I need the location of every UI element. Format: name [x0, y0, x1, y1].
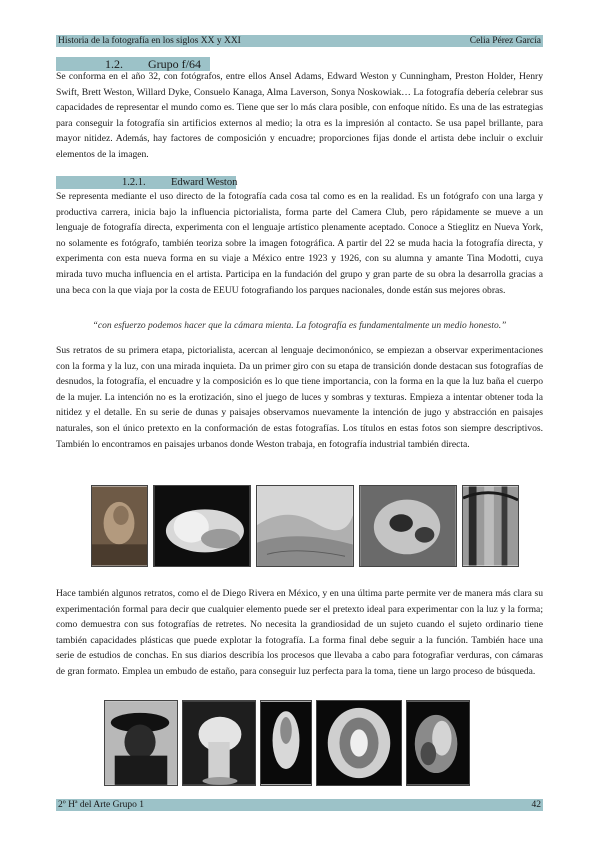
subsection-heading [56, 176, 236, 189]
intro-paragraph: Se conforma en el año 32, con fotógrafos, entre ellos Ansel Adams, Edward Weston y Cunningham, Preston Holder, Henry Swift, Brett Weston, Willard Dyke, Consuelo Kanaga, Alma Laverson, Sonya Noskowiak… La fotografía debería celebrar sus capacidades de representar el mundo como es. Tiene que ser lo más clara posible, con enfoque nítido. Es una de las estrategias para conseguir la fotografía sin artificios externos al medio; la otra es la impresión al contacto. Se usa papel brillante, para mayor nitidez. Además, hay factores de composición y encuadre; proporciones fijas donde el artista debe incluir o excluir elementos de la imagen. [56, 71, 543, 160]
diego-rivera-photo [104, 700, 178, 786]
page-header [56, 35, 543, 47]
dunes-photo [256, 485, 354, 567]
subsection-number: 1.2.1. [122, 177, 146, 188]
weston-paragraph-2: Sus retratos de su primera etapa, pictorialista, acercan al lenguaje decimonónico, se empiezan a observar experimentaciones con la forma y la luz, con una mirada inquieta. Da un primer giro con su etapa de transición donde destacan sus fotografías de desnudos, la fotografía, el encuadre y la composición es lo que tiene importancia, con la forma en la que la luz baña el cuerpo de la mujer. La intención no es la erotización, sino el juego de luces y sombras y texturas. Empieza a intentar obtener toda la nitidez y el detalle. En su serie de dunas y paisajes observamos nuevamente la intención de jugo y abstracción en paisajes naturales, son el único pretexto en la conformación de estas fotografías. Los títulos en estas fotos son siempre descriptivos. También lo encontramos en paisajes urbanos donde Weston trabaja, en fotografía industrial también directa. [56, 345, 543, 450]
section-number: 1.2. [105, 57, 123, 71]
header-author: Celia Pérez García [469, 36, 541, 46]
section-title: Grupo f/64 [148, 57, 201, 71]
weston-paragraph-3: Hace también algunos retratos, como el de Diego Rivera en México, y en una última parte permite ver de manera más clara su experimentación formal para decir que cualquier elemento puede ser el pretexto ideal para experimentar con la luz y la forma; como demuestra con sus fotografías de retretes. No necesita la grandiosidad de un sujeto cuando el sujeto ordinario tiene también capacidades plásticas que puede explotar la fotografía. La forma final debe seguir a la función. También hace una serie de estudios de conchas. En sus diarios describía los procesos que llevaba a cabo para fotografiar verduras, con cámaras de gran formato. Emplea un embudo de estaño, para conseguir luz perfecta para la toma, tiene un largo proceso de búsqueda. [56, 588, 543, 677]
portrait-photo [91, 485, 148, 567]
shell-photo [260, 700, 312, 786]
page-number: 42 [531, 800, 541, 810]
page-footer [56, 799, 543, 811]
rock-photo [359, 485, 457, 567]
artichoke-photo [316, 700, 402, 786]
weston-paragraph-1: Se representa mediante el uso directo de la fotografía cada cosa tal como es en la realidad. Es un fotógrafo con una larga y productiva carrera, inicia bajo la influencia pictorialista, forma parte del Camera Club, pero rápidamente se mueve a un lenguaje de fotografía directa, experimenta con el lenguaje artístico plenamente aceptado. Conoce a Stieglitz en Nueva York, no solamente es fotógrafo, también teoriza sobre la imagen fotográfica. A partir del 22 se muda hacia la fotografía directa, y experimenta con esta nueva forma en su viaje a México entre 1923 y 1926, con su alumna y amante Tina Modotti, cuya mirada tuvo mucha influencia en el artista. Participa en la fundación del grupo y gran parte de su obra la desarrolla gracias a una beca con la que viaja por la costa de EEUU fotografiando los parques nacionales, donde están sus mejores obras. [56, 191, 543, 296]
pepper-photo [406, 700, 470, 786]
footer-course: 2º Hª del Arte Grupo 1 [58, 800, 145, 810]
industrial-photo [462, 485, 519, 567]
header-title: Historia de la fotografía en los siglos XX y XXI [58, 36, 241, 46]
toilet-photo [182, 700, 256, 786]
weston-quote: “con esfuerzo podemos hacer que la cámara mienta. La fotografía es fundamentalmente un medio honesto.” [92, 321, 507, 331]
subsection-title: Edward Weston [171, 177, 238, 188]
nude-photo [153, 485, 251, 567]
photo-row-2 [104, 700, 470, 786]
photo-row-1 [91, 485, 519, 567]
